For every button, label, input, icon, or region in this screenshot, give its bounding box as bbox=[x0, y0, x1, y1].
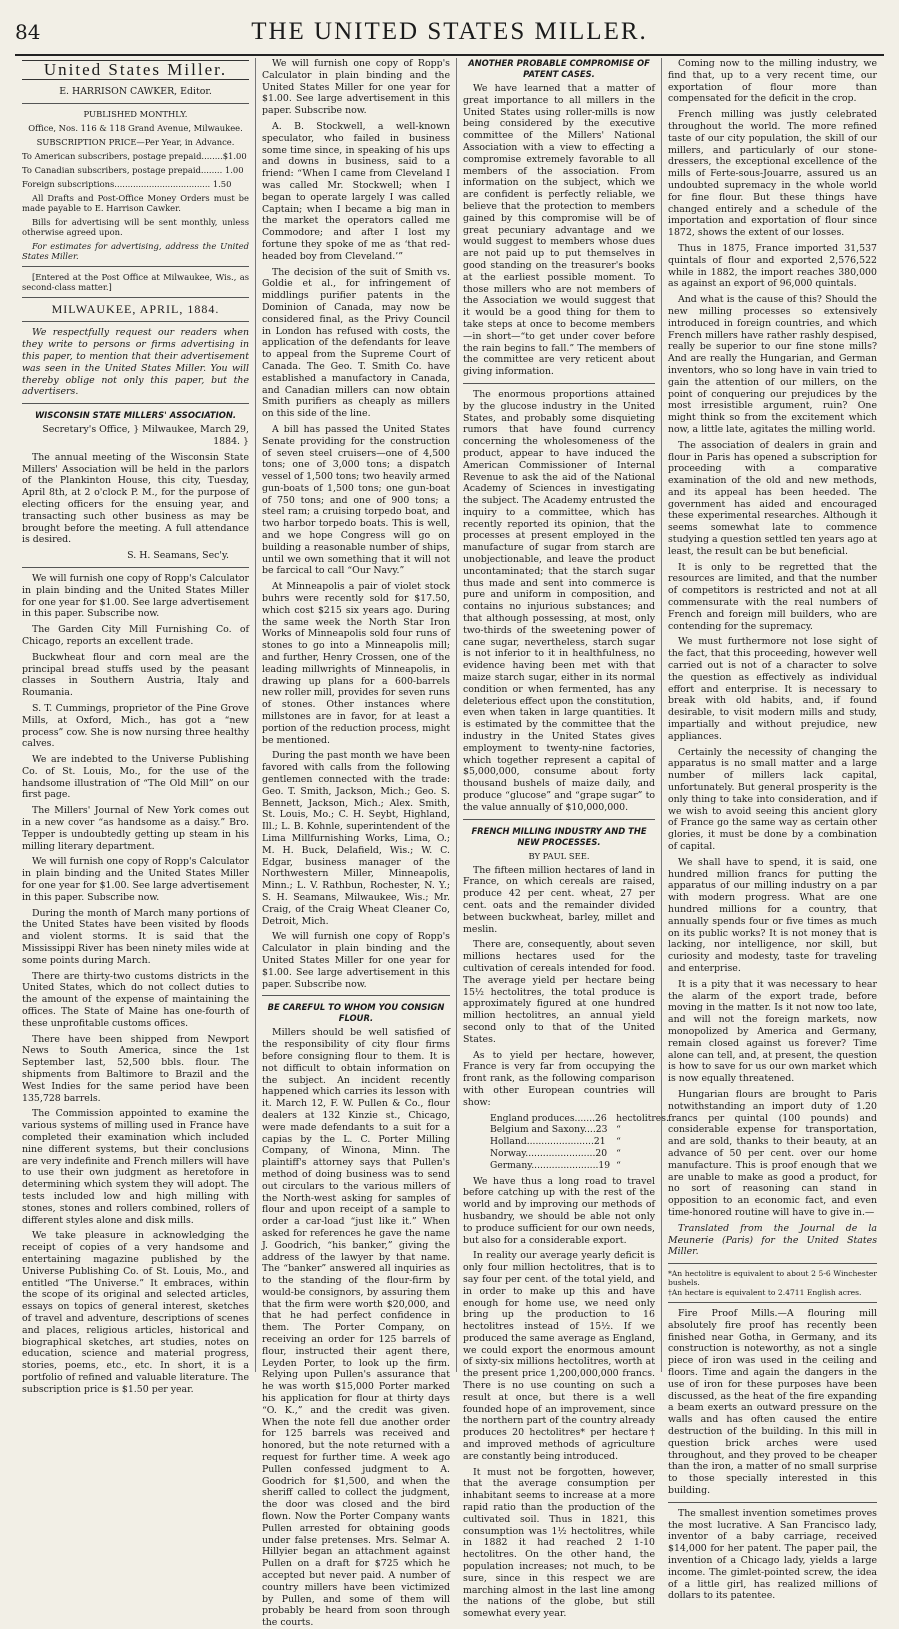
divider bbox=[668, 1302, 877, 1303]
divider bbox=[22, 403, 249, 404]
columns bbox=[16, 58, 883, 1629]
request-notice: We respectfully request our readers when they write to persons or firms advertising in this paper, to mention that their advertisement was seen in the United States Miller. You will thereby oblige not only this paper, but the advertisers. bbox=[22, 327, 249, 398]
table-cell: Germany.......................19 bbox=[490, 1159, 611, 1171]
divider bbox=[668, 1263, 877, 1264]
divider bbox=[463, 383, 655, 384]
news-item: The decision of the suit of Smith vs. Goldie et al., for infringement of middlings purifier patents in the Dominion of Canada, may now be considered final, as the Privy Council in London has refused with costs, the application of the defendants for leave to appeal from the Supreme Court of Canada. The Geo. T. Smith Co. have established a manufactory in Canada, and Canadian millers can now obtain Smith purifiers as cheaply as millers on this side of the line. bbox=[262, 266, 450, 420]
news-item: During the month of March many portions of the United States have been visited by floods and violent storms. It is said that the Mississippi River has been ninety miles wide at some points during March. bbox=[22, 907, 249, 966]
news-item: The smallest invention sometimes proves the most lucrative. A San Francisco lady, inventor of a baby carriage, received $14,000 for her patent. The paper pail, the invention of a Chicago lady, yields a large income. The gimlet-pointed screw, the idea of a little girl, has realized millions of dollars to its patentee. bbox=[668, 1507, 877, 1602]
subscription-line: SUBSCRIPTION PRICE—Per Year, in Advance. bbox=[36, 136, 235, 147]
article-paragraph: The annual meeting of the Wisconsin State Millers' Association will be held in the parlors of the Plankinton House, this city, Tuesday, April 8th, at 2 o'clock P. M., for the purpose of electing officers for the ensuing year, and transacting such other business as may be brought before the meeting. A full attendance is desired. bbox=[22, 451, 249, 546]
divider bbox=[262, 995, 450, 996]
table-cell: Holland.......................21 bbox=[490, 1136, 606, 1148]
table-cell: England produces.......26 bbox=[490, 1112, 607, 1124]
article-paragraph: The enormous proportions attained by the glucose industry in the United States, and probably some disquieting rumors that have found currency concerning the wholesomeness of the product, appear to have induced the American Commissioner of Internal Revenue to ask the aid of the National Academy of Sciences in investigating the subject. The Academy entrusted the inquiry to a committee, which has recently reported its opinion, that the processes at present employed in the manufacture of sugar from starch are unobjectionable, and leave the product uncontaminated; that the starch sugar thus made and sent into commerce is pure and uniform in composition, and contains no injurious substances; and that although possessing, at most, only two-thirds of the sweetening power of cane sugar, nevertheless, starch sugar is not inferior to it in healthfulness, no evidence having been met with that maize starch sugar, either in its normal condition or when fermented, has any deleterious effect upon the constitution, even when taken in large quantities. It is estimated by the committee that the industry in the United States gives employment to twenty-nine factories, which together represent a capital of $5,000,000, consume about forty thousand bushels of maize daily, and produce “glucose” and “grape sugar” to the value annually of $10,000,000. bbox=[463, 388, 655, 813]
article-paragraph: We must furthermore not lose sight of the fact, that this proceeding, however well carried out is not of a character to solve the question as effectively as individual effort and enterprise. It is necessary to break with old habits, and, if found desirable, to visit modern mills and study, impartially and without prejudice, new appliances. bbox=[668, 636, 877, 742]
table-row bbox=[487, 1113, 672, 1125]
footnote: †An hectare is equivalent to 2.4711 English acres. bbox=[668, 1288, 862, 1298]
article-heading: WISCONSIN STATE MILLERS' ASSOCIATION. bbox=[34, 410, 237, 421]
table-row bbox=[487, 1124, 672, 1136]
footnote: *An hectolitre is equivalent to about 2 5-6 Winchester bushels. bbox=[668, 1269, 877, 1288]
news-item: During the past month we have been favored with calls from the following gentlemen connected with the trade: Geo. T. Smith, Jackson, Mich.; Geo. S. Bennett, Jackson, Mich.; Alex. Smith, St. Louis, Mo.; C. H. Seybt, Highland, Ill.; L. B. Kohnle, superintendent of the Lima Millfurnishing Works, Lima, O.; M. H. Buck, Delafield, Wis.; W. C. Edgar, business manager of the Northwestern Miller, Minneapolis, Minn.; L. V. Rathbun, Rochester, N. Y.; S. H. Seamans, Milwaukee, Wis.; Mr. Craig, of the Craig Wheat Cleaner Co, Detroit, Mich. bbox=[262, 750, 450, 927]
divider bbox=[22, 103, 249, 104]
news-item: A. B. Stockwell, a well-known speculator, who failed in business some time since, in speaking of his ups and downs in business, said to a friend: “When I came from Cleveland I was called Mr. Stockwell; when I began to operate largely I was called Captain; when I became a big man in the market the operators called me Commodore; and after I lost my fortune they spoke of me as ‘that red-headed boy from Cleveland.’” bbox=[262, 120, 450, 262]
bills-notice: Bills for advertising will be sent monthly, unless otherwise agreed upon. bbox=[22, 216, 249, 237]
estimates-notice: For estimates for advertising, address the United States Miller. bbox=[22, 240, 249, 261]
divider bbox=[22, 266, 249, 267]
article-paragraph: We shall have to spend, it is said, one hundred million francs for putting the apparatus of our milling industry on a par with modern progress. What are one hundred millions for a country, that annually spends four or five times as much on its public works? It is not money that is lacking, nor intelligence, nor skill, but curiosity and modesty, taste for traveling and enterprise. bbox=[668, 856, 877, 974]
published-line: PUBLISHED MONTHLY. bbox=[83, 108, 188, 119]
news-item: At Minneapolis a pair of violet stock buhrs were recently sold for $17.50, which cost $215 six years ago. During the same week the North Star Iron Works of Minneapolis sold four runs of stones to go into a Minneapolis mill; and further, Henry Crossen, one of the leading millwrights of Minneapolis, in drawing up plans for a 600-barrels new roller mill, provides for seven runs of stones. Other instances where millstones are in favor, for at least a portion of the reduction process, might be mentioned. bbox=[262, 581, 450, 746]
page-number: 84 bbox=[15, 20, 41, 44]
column-2 bbox=[255, 58, 456, 1629]
office-line: Office, Nos. 116 & 118 Grand Avenue, Milwaukee. bbox=[28, 122, 243, 133]
news-item: A bill has passed the United States Senate providing for the construction of seven steel cruisers—one of 4,500 tons; one of 3,000 tons; a dispatch vessel of 1,500 tons; two heavily armed gun-boats of 1,500 tons; one gun-boat of 750 tons; and one of 900 tons; a steel ram; a cruising torpedo boat, and two harbor torpedo boats. This is well, and we hope Congress will go on building a reasonable number of ships, until we own something that it will not be farcical to call “Our Navy.” bbox=[262, 423, 450, 577]
news-item: We take pleasure in acknowledging the receipt of copies of a very handsome and entertaining magazine published by the Universe Publishing Co. of St. Louis, Mo., and entitled “The Universe.” It embraces, within the scope of its original and selected articles, essays on topics of general interest, sketches of travel and adventure, descriptions of scenes and places, religious articles, historical and biographical sketches, art studies, notes on education, science and material progress, stories, poems, etc., etc. In short, it is a portfolio of refined and valuable literature. The subscription price is $1.50 per year. bbox=[22, 1230, 249, 1395]
rate-line: Foreign subscriptions.................................... 1.50 bbox=[22, 178, 232, 189]
paper-title: United States Miller. bbox=[22, 60, 249, 80]
column-1 bbox=[16, 58, 255, 1395]
article-paragraph: In reality our average yearly deficit is only four million hectolitres, that is to say four per cent. of the total yield, and in order to make up this and have enough for home use, we need only bring up the production to 16 hectolitres instead of 15½. If we produced the same average as England, we could export the enormous amount of sixty-six millions hectolitres, worth at the present price 1,200,000,000 francs. There is no use counting on such a result at once, but there is a well founded hope of an improvement, since the northern part of the country already produces 20 hectolitres* per hectare† and improved methods of agriculture are constantly being introduced. bbox=[463, 1250, 655, 1462]
article-paragraph: The fifteen million hectares of land in France, on which cereals are raised, produce 42 per cent. wheat, 27 per cent. oats and the remainder divided between buckwheat, barley, millet and meslin. bbox=[463, 864, 655, 935]
article-paragraph: It is only to be regretted that the resources are limited, and that the number of competitors is restricted and not at all commensurate with the real numbers of French and foreign mill builders, who are contending for the supremacy. bbox=[668, 561, 877, 632]
article-paragraph: Millers should be well satisfied of the responsibility of city flour firms before consigning flour to them. It is not difficult to obtain information on the subject. An incident recently happened which carries its lesson with it. March 12, F. W. Pullen & Co., flour dealers at 132 Kinzie st., Chicago, were made defendants to a suit for a capias by the L. C. Porter Milling Company, of Winona, Minn. The plaintiff's attorney says that Pullen's method of doing business was to send out circulars to the various millers of the North-west asking for samples of flour and upon receipt of a sample to order a car-load “just like it.” When asked for references he gave the name J. Goodrich, “his banker,” giving the address of the lawyer by that name. The “banker” answered all inquiries as to the standing of the flour-firm by would-be consignors, by assuring them that the firm were worth $20,000, and that he had perfect confidence in them. The Porter Company, on receiving an order for 125 barrels of flour, instructed their agent there, Leyden Porter, to look up the firm. Relying upon Pullen's assurance that he was worth $15,000 Porter marked his application for flour at thirty days “O. K.,” and the credit was given. When the note fell due another order for 125 barrels was received and honored, but the note returned with a request for further time. A week ago Pullen confessed judgment to A. Goodrich for $1,500, and when the sheriff called to collect the judgment, the door was closed and the bird flown. Now the Porter Company wants Pullen arrested for obtaining goods under false pretenses. Mrs. Selmar A. Hillyier began an attachment against Pullen on a draft for $725 which he accepted but never paid. A number of country millers have been victimized by Pullen, and some of them will probably be heard from soon through the courts. bbox=[262, 1027, 450, 1629]
table-cell: Belgium and Saxony....23 bbox=[490, 1124, 608, 1136]
table-cell: hectolitres. bbox=[616, 1112, 669, 1124]
news-item: The Garden City Mill Furnishing Co. of Chicago, reports an excellent trade. bbox=[22, 624, 249, 647]
divider bbox=[668, 1502, 877, 1503]
article-paragraph: French milling was justly celebrated throughout the world. The more refined taste of our city population, the skill of our millers, and particularly of our stone-dressers, the exceptional excellence of the mills of Ferte-sous-Jouarre, assured us an undoubted supremacy in the whole world for fine flour. But these things have changed entirely and a schedule of the importation and exportation of flour since 1872, shows the extent of our losses. bbox=[668, 109, 877, 239]
byline: BY PAUL SEE. bbox=[528, 850, 590, 861]
article-heading: ANOTHER PROBABLE COMPROMISE OF PATENT CASES. bbox=[468, 58, 650, 79]
dateline: MILWAUKEE, APRIL, 1884. bbox=[51, 301, 220, 316]
article-paragraph: Hungarian flours are brought to Paris notwithstanding an import duty of 1.20 francs per quintal (100 pounds) and considerable expense for transportation, and are sold, thanks to their beauty, at an advance of 50 per cent. over our home manufacture. This is proof enough that we are unable to make as good a product, for no sort of reasoning can stand in opposition to an economic fact, and even time-honored routine will have to give in.— bbox=[668, 1088, 877, 1218]
table-row bbox=[487, 1148, 672, 1160]
news-item: Fire Proof Mills.—A flouring mill absolutely fire proof has recently been finished near Gotha, in Germany, and its construction is noteworthy, as not a single piece of iron was used in the ceiling and floors. Time and again the dangers in the use of iron for these purposes have been discussed, as the heat of the fire expanding a beam exerts an outward pressure on the walls and has often caused the entire destruction of the building. In this mill in question brick arches were used throughout, and they proved to be cheaper than the iron, a matter of no small surprise to those specially interested in this building. bbox=[668, 1308, 877, 1497]
article-paragraph: Coming now to the milling industry, we find that, up to a very recent time, our exportation of flour more than compensated for the deficit in the crop. bbox=[668, 58, 877, 105]
news-item: We are indebted to the Universe Publishing Co. of St. Louis, Mo., for the use of the handsome illustration of “The Old Mill” on our first page. bbox=[22, 754, 249, 801]
drafts-notice: All Drafts and Post-Office Money Orders must be made payable to E. Harrison Cawker. bbox=[22, 192, 249, 213]
secretary-office: Secretary's Office, } Milwaukee, March 29, 1884. } bbox=[42, 424, 249, 447]
column-4 bbox=[661, 58, 883, 1602]
divider bbox=[463, 819, 655, 820]
news-item: There are thirty-two customs districts in the United States, which do not collect duties to the amount of the expense of maintaining the offices. The State of Maine has one-fourth of these unprofitable customs offices. bbox=[22, 970, 249, 1029]
signature: S. H. Seamans, Sec'y. bbox=[127, 550, 229, 562]
article-paragraph: Certainly the necessity of changing the apparatus is no small matter and a large number of millers lack capital, unfortunately. But general prosperity is the only thing to take into consideration, and if we wish to avoid seeing this ancient glory of France go the same way as certain other glories, it must be done by a combination of capital. bbox=[668, 746, 877, 852]
masthead: THE UNITED STATES MILLER. bbox=[251, 18, 648, 45]
rate-line: To Canadian subscribers, postage prepaid........ 1.00 bbox=[22, 164, 244, 175]
news-item: S. T. Cummings, proprietor of the Pine Grove Mills, at Oxford, Mich., has got a “new process” cow. She is now nursing three healthy calves. bbox=[22, 702, 249, 750]
news-item: The Millers' Journal of New York comes out in a new cover “as handsome as a daisy.” Bro. Tepper is undoubtedly getting up steam in his milling literary department. bbox=[22, 805, 249, 852]
article-heading: BE CAREFUL TO WHOM YOU CONSIGN FLOUR. bbox=[267, 1002, 445, 1024]
article-paragraph: We have learned that a matter of great importance to all millers in the United States using roller-mills is now being considered by the executive committee of the Millers' National Association with a view to effecting a compromise extremely favorable to all members of the association. From information on the subject, which we are confident is perfectly reliable, we believe that the protection to members gained by this compromise will be of great pecuniary advantage and we would suggest to members whose dues are not paid up to put themselves in good standing on the treasurer's books at the earliest possible moment. To those millers who are not members of the Association we would suggest that it would be a good thing for them to take steps at once to become members—in short—“to get under cover before the rain begins to fall.” The members of the committee are very reticent about giving information. bbox=[463, 83, 655, 378]
news-item: We will furnish one copy of Ropp's Calculator in plain binding and the United States Miller for one year for $1.00. See large advertisement in this paper. Subscribe now. bbox=[262, 58, 450, 117]
yield-table bbox=[487, 1113, 672, 1172]
divider bbox=[22, 567, 249, 568]
divider bbox=[22, 297, 249, 298]
article-heading: FRENCH MILLING INDUSTRY AND THE NEW PROCESSES. bbox=[471, 825, 647, 847]
news-item: There have been shipped from Newport News to South America, since the 1st September last, 52,500 bbls. flour. The shipments from Baltimore to Brazil and the West Indies for the same period have been 135,728 barrels. bbox=[22, 1033, 249, 1104]
page-header bbox=[15, 14, 884, 56]
rate-line: To American subscribers, postage prepaid........$1.00 bbox=[22, 150, 247, 161]
editor-line: E. HARRISON CAWKER, Editor. bbox=[59, 85, 212, 97]
article-paragraph: And what is the cause of this? Should the new milling processes so extensively introduced in foreign countries, and which French millers have rather rashly despised, really be superior to our fine stone mills? And are really the Hungarian, and German inventors, who so long have in vain tried to gain the attention of our millers, on the point of conquering our prejudices by the most irresistible argument, ruin? One might think so from the excitement which now, a little late, agitates the milling world. bbox=[668, 294, 877, 435]
table-cell: “ bbox=[616, 1136, 621, 1148]
table-cell: “ bbox=[616, 1124, 621, 1136]
article-paragraph: It is a pity that it was necessary to hear the alarm of the export trade, before moving in the matter. Is it not now too late, and will not the foreign markets, now monopolized by America and Germany, remain closed against us forever? Time alone can tell, and, at present, the question is how to save for us our own market which is now equally threatened. bbox=[668, 978, 877, 1085]
article-paragraph: As to yield per hectare, however, France is very far from occupying the front rank, as the following comparison with other European countries will show: bbox=[463, 1049, 655, 1108]
table-row bbox=[487, 1160, 672, 1172]
table-cell: Norway........................20 bbox=[490, 1147, 608, 1159]
column-3 bbox=[456, 58, 669, 1620]
news-item: We will furnish one copy of Ropp's Calculator in plain binding and the United States Miller for one year for $1.00. See large advertisement in this paper. Subscribe now. bbox=[22, 856, 249, 903]
news-item: Buckwheat flour and corn meal are the principal bread stuffs used by the peasant classes in Southern Austria, Italy and Roumania. bbox=[22, 651, 249, 699]
translation-credit: Translated from the Journal de la Meunerie (Paris) for the United States Miller. bbox=[668, 1222, 877, 1258]
news-item: We will furnish one copy of Ropp's Calculator in plain binding and the United States Miller for one year for $1.00. See large advertisement in this paper. Subscribe now. bbox=[262, 931, 450, 990]
divider bbox=[22, 321, 249, 322]
table-cell: “ bbox=[616, 1147, 621, 1159]
article-paragraph: The association of dealers in grain and flour in Paris has opened a subscription for proceeding with a comparative examination of the old and new methods, and its appeal has been heeded. The government has aided and encouraged these experimental researches. Although it seems somewhat late to commence studying a question settled ten years ago at least, the result can be but beneficial. bbox=[668, 439, 877, 557]
table-row bbox=[487, 1136, 672, 1148]
table-cell: “ bbox=[616, 1159, 621, 1171]
news-item: The Commission appointed to examine the various systems of milling used in France have completed their examination which included nine different systems, but their conclusions are very indefinite and French millers will have to use their own judgment as heretofore in determining which system they will adopt. The tests included low and high milling with stones, stones and rollers combined, rollers of different styles alone and disk mills. bbox=[22, 1108, 249, 1226]
article-paragraph: There are, consequently, about seven millions hectares used for the cultivation of cereals intended for food. The average yield per hectare being 15½ hectolitres, the total produce is approximately figured at one hundred million hectolitres, an annual yield second only to that of the United States. bbox=[463, 939, 655, 1045]
article-paragraph: We have thus a long road to travel before catching up with the rest of the world and by improving our methods of husbandry, we should be able not only to produce sufficient for our own needs, but also for a considerable export. bbox=[463, 1175, 655, 1246]
article-paragraph: Thus in 1875, France imported 31,537 quintals of flour and exported 2,576,522 while in 1882, the import reaches 380,000 as against an export of 96,000 quintals. bbox=[668, 242, 877, 290]
news-item: We will furnish one copy of Ropp's Calculator in plain binding and the United States Miller for one year for $1.00. See large advertisement in this paper. Subscribe now. bbox=[22, 572, 249, 620]
article-paragraph: It must not be forgotten, however, that the average consumption per inhabitant seems to increase at a more rapid ratio than the production of the cultivated soil. Thus in 1821, this consumption was 1½ hectolitres, while in 1882 it had reached 2 1-10 hectolitres. On the other hand, the population increases; not much, to be sure, since in this respect we are marching almost in the last line among the nations of the globe, but still somewhat every year. bbox=[463, 1466, 655, 1620]
entered-notice: [Entered at the Post Office at Milwaukee, Wis., as second-class matter.] bbox=[22, 271, 249, 292]
